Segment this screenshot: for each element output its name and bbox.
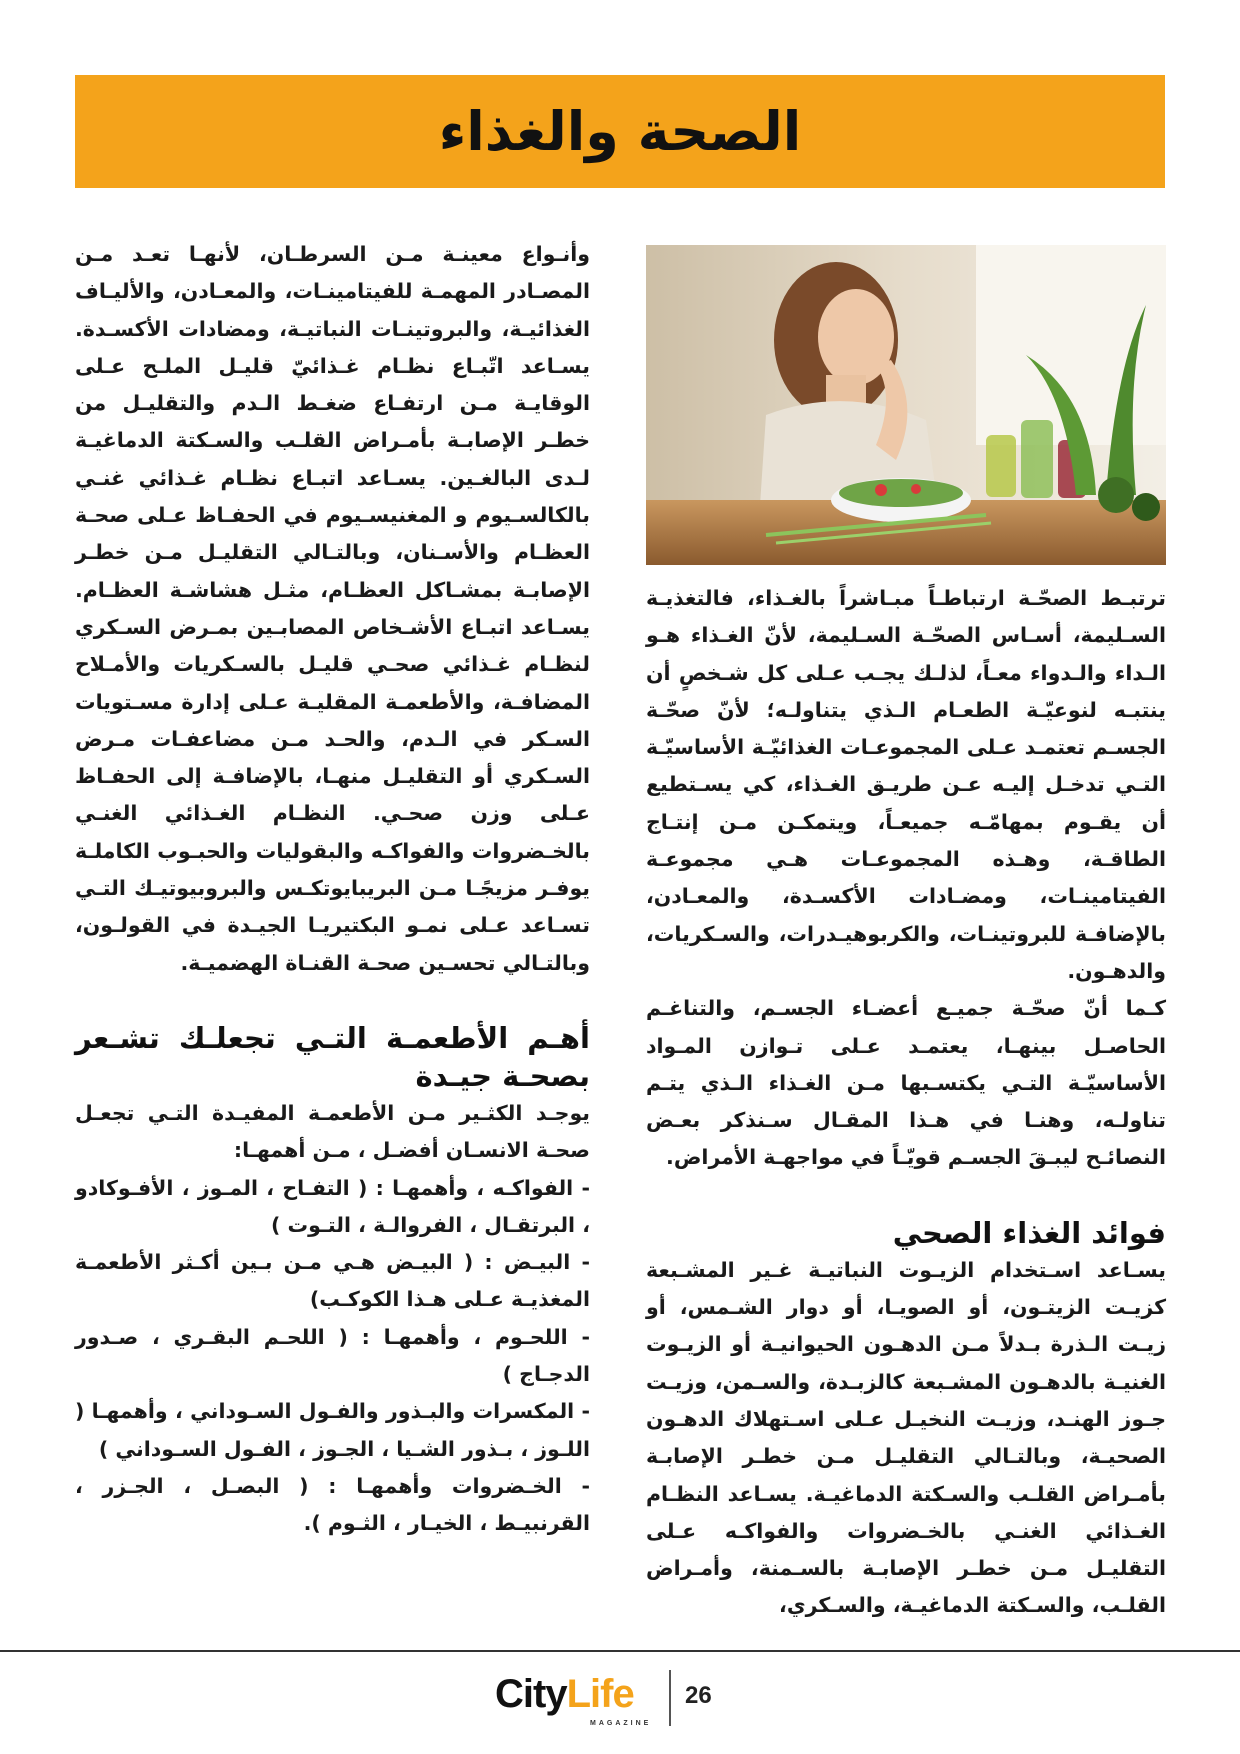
page-number: 26: [685, 1682, 712, 1709]
foods-intro: يوجـد الكثـير مـن الأطعمـة المفيـدة التـي تجعـل صحـة الانسـان أفضـل ، مـن أهمهـا:: [75, 1100, 590, 1163]
continuation-paragraph: وأنـواع معينـة مـن السرطـان، لأنهـا تعـد مـن المصـادر المهمـة للفيتامينـات، والمعـادن، والأليـاف الغذائيـة، والبروتينـات النباتيـة، ومضادات الأكسـدة. يسـاعد اتّبـاع نظـام غـذائيّ قليـل الملـح عـلى الوقايـة مـن ارتفـاع ضغـط الـدم والتقليـل من خطـر الإصابـة بأمـراض القلـب والسـكتة الدماغيـة لـدى البالغـين. يسـاعد اتبـاع نظـام غـذائي غنـي بالكالسـيوم و المغنيسـيوم في الحفـاظ عـلى صحـة العظـام والأسـنان، وبالتـالي التقليـل مـن خطـر الإصابـة بمشـاكل العظـام، مثـل هشاشـة العظـام. يسـاعد اتبـاع الأشـخاص المصابـين بمـرض السـكري لنظـام غـذائي صحـي قليـل بالسـكريات والأمـلاح المضافـة، والأطعمـة المقليـة عـلى إدارة مسـتويات السـكر في الـدم، والحـد مـن مضاعفـات مـرض السـكري أو التقليـل منهـا، بالإضافـة إلى الحفـاظ عـلى وزن صحـي. النظـام الغـذائي الغنـي بالخـضروات والفواكـه والبقوليات والحبـوب الكاملـة يوفـر مزيجًـا مـن البريبايوتكـس والبروبيوتيـك التـي تسـاعد عـلى نمـو البكتيريـا الجيـدة في القولـون، وبالتـالي تحسـين صحـة القنـاة الهضميـة.: [75, 242, 590, 975]
right-column: [646, 580, 1166, 1625]
article-photo: [646, 245, 1166, 565]
footer-separator: [669, 1670, 671, 1726]
citylife-logo: CityLife: [495, 1672, 634, 1716]
footer-divider: [0, 1650, 1240, 1652]
section-heading-benefits: فوائد الغذاء الصحي: [892, 1215, 1166, 1250]
page-title: الصحة والغذاء: [438, 100, 802, 163]
logo-subtitle: MAGAZINE: [590, 1720, 652, 1727]
left-column: [75, 236, 590, 1543]
woman-eating-salad-image: [646, 245, 1166, 565]
section-heading-foods: أهـم الأطعمـة التـي تجعلـك تشـعر بصحـة جيـدة: [75, 1020, 590, 1093]
intro-paragraph-2: كـما أنّ صحّـة جميـع أعضـاء الجسـم، والتناغـم الحاصـل بينهـا، يعتمـد عـلى تـوازن المـواد الأساسيّـة التـي يكتسـبها مـن الغـذاء الـذي يتـم تناولـه، وهنـا في هـذا المقـال سـنذكر بعـض النصائـح ليبـقَ الجسـم قويّـاً في مواجهـة الأمراض.: [646, 996, 1166, 1170]
footer: [480, 1668, 780, 1740]
title-banner: [75, 75, 1165, 188]
list-item: - الخـضروات وأهمهـا : ( البصـل ، الجـزر ، القرنبيـط ، الخيـار ، الثـوم ).: [75, 1473, 590, 1536]
list-item: - البيـض : ( البيـض هـي مـن بـين أكـثر الأطعمـة المغذيـة عـلى هـذا الكوكـب): [75, 1250, 590, 1312]
list-item: - الفواكـه ، وأهمهـا : ( التفـاح ، المـوز ، الأفـوكادو ، البرتقـال ، الفروالـة ، التـوت ): [75, 1175, 590, 1237]
list-item: - المكسرات والبـذور والفـول السـوداني ، وأهمهـا ( اللـوز ، بـذور الشـيا ، الجـوز ، الفـول السـوداني ): [75, 1399, 590, 1461]
benefits-paragraph: يسـاعد اسـتخدام الزيـوت النباتيـة غـير المشـبعة كزيـت الزيتـون، أو الصويـا، أو دوار الشـمس، أو زيـت الـذرة بـدلاً مـن الدهـون الحيوانيـة أو الزيـوت الغنيـة بالدهـون المشـبعة كالزبـدة، والسـمن، وزيـت جـوز الهنـد، وزيـت النخيـل عـلى اسـتهلاك الدهـون الصحيـة، وبالتـالي التقليـل مـن خطـر الإصابـة بأمـراض القلـب والسـكتة الدماغيـة. يسـاعد النظـام الغـذائي الغنـي بالخـضروات والفواكـه عـلى التقليـل مـن خطـر الإصابـة بالسـمنة، وأمـراض القلـب، والسـكتة الدماغيـة، والسـكري،: [646, 1257, 1166, 1618]
intro-paragraph: ترتبـط الصحّـة ارتباطـاً مبـاشراً بالغـذاء، فالتغذيـة السـليمة، أسـاس الصحّـة السـليمة، لأنّ الغـذاء هـو الـداء والـدواء معـاً، لذلـك يجـب عـلى كل شـخصٍ أن ينتبـه لنوعيّـة الطعـام الـذي يتناولـه؛ لأنّ صحّـة الجسـم تعتمـد عـلى المجموعـات الغذائيّـة الأساسيّـة التـي تدخـل إليـه عـن طريـق الغـذاء، كي يسـتطيع أن يقـوم بمهامّـه جميعـاً، ويتمكـن مـن إنتـاج الطاقـة، وهـذه المجموعـات هـي مجموعـة الفيتامينـات، ومضـادات الأكسـدة، والمعـادن، بالإضافـة للبروتينـات، والكربوهيـدرات، والسـكريات، والدهـون.: [646, 586, 1166, 983]
list-item: - اللحـوم ، وأهمهـا : ( اللحـم البقـري ، صـدور الدجـاج ): [75, 1324, 590, 1387]
